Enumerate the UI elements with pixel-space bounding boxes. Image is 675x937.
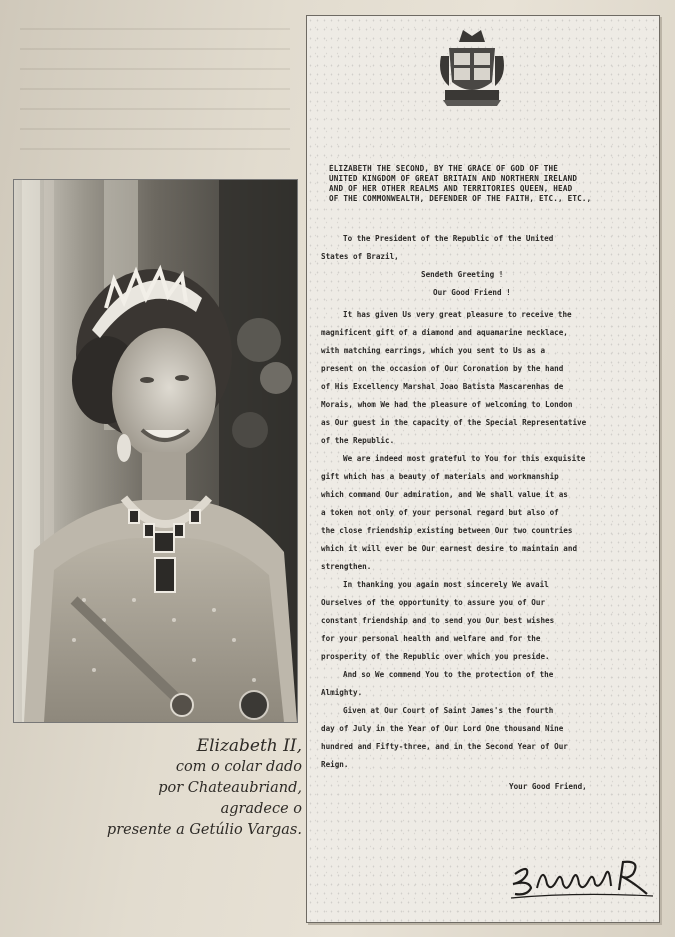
body-line: as Our guest in the capacity of the Special Representative [321, 418, 587, 427]
photo-caption [100, 736, 302, 841]
caption-line-3: por Chateaubriand, [158, 780, 302, 796]
addressee-line: States of Brazil, [321, 252, 399, 261]
body-line: magnificent gift of a diamond and aquamarine necklace, [321, 328, 568, 337]
show-through-text [20, 10, 290, 160]
body-line: Almighty. [321, 688, 363, 697]
body-line: which it will ever be Our earnest desire to maintain and [321, 544, 578, 553]
body-line: It has given Us very great pleasure to receive the [343, 310, 572, 319]
body-line: Morais, whom We had the pleasure of welcoming to London [321, 400, 573, 409]
body-line: We are indeed most grateful to You for this exquisite [343, 454, 586, 463]
header-line: ELIZABETH THE SECOND, BY THE GRACE OF GOD OF THE [329, 164, 559, 173]
greeting: Sendeth Greeting ! [421, 270, 504, 279]
body-line: of His Excellency Marshal Joao Batista Mascarenhas de [321, 382, 564, 391]
royal-letter-facsimile [306, 15, 660, 923]
royal-style-header [329, 164, 647, 204]
body-line: a token not only of your personal regard but also of [321, 508, 559, 517]
body-line: of the Republic. [321, 436, 395, 445]
letter-body [321, 306, 647, 796]
photograph-image [14, 180, 297, 722]
salutation: Our Good Friend ! [433, 288, 511, 297]
header-line: UNITED KINGDOM OF GREAT BRITAIN AND NORTHERN IRELAND [329, 174, 578, 183]
handwritten-signature [507, 854, 655, 902]
caption-line-5: presente a Getúlio Vargas. [106, 822, 302, 838]
body-line: present on the occasion of Our Coronation by the hand [321, 364, 564, 373]
body-line: Ourselves of the opportunity to assure you of Our [321, 598, 546, 607]
body-line: gift which has a beauty of materials and workmanship [321, 472, 559, 481]
body-line: hundred and Fifty-three, and in the Second Year of Our [321, 742, 568, 751]
body-line: In thanking you again most sincerely We avail [343, 580, 549, 589]
body-line: prosperity of the Republic over which you preside. [321, 652, 550, 661]
body-line: strengthen. [321, 562, 372, 571]
closing: Your Good Friend, [509, 782, 587, 791]
addressee-line: To the President of the Republic of the United [343, 234, 554, 243]
body-line: Given at Our Court of Saint James's the fourth [343, 706, 554, 715]
caption-line-1: Elizabeth II, [196, 736, 302, 756]
body-line: with matching earrings, which you sent to Us as a [321, 346, 546, 355]
caption-line-4: agradece o [220, 801, 302, 817]
body-line: And so We commend You to the protection of the [343, 670, 554, 679]
body-line: constant friendship and to send you Our best wishes [321, 616, 555, 625]
caption-line-2: com o colar dado [175, 759, 302, 775]
header-line: AND OF HER OTHER REALMS AND TERRITORIES QUEEN, HEAD [329, 184, 573, 193]
letter-text [321, 164, 647, 796]
body-line: for your personal health and welfare and for the [321, 634, 541, 643]
body-line: which command Our admiration, and We shall value it as [321, 490, 568, 499]
header-line: OF THE COMMONWEALTH, DEFENDER OF THE FAITH, ETC., ETC., [329, 194, 592, 203]
body-line: the close friendship existing between Our two countries [321, 526, 573, 535]
body-line: day of July in the Year of Our Lord One thousand Nine [321, 724, 564, 733]
body-line: Reign. [321, 760, 349, 769]
royal-coat-of-arms-icon [437, 26, 507, 110]
queen-photograph [14, 180, 297, 722]
